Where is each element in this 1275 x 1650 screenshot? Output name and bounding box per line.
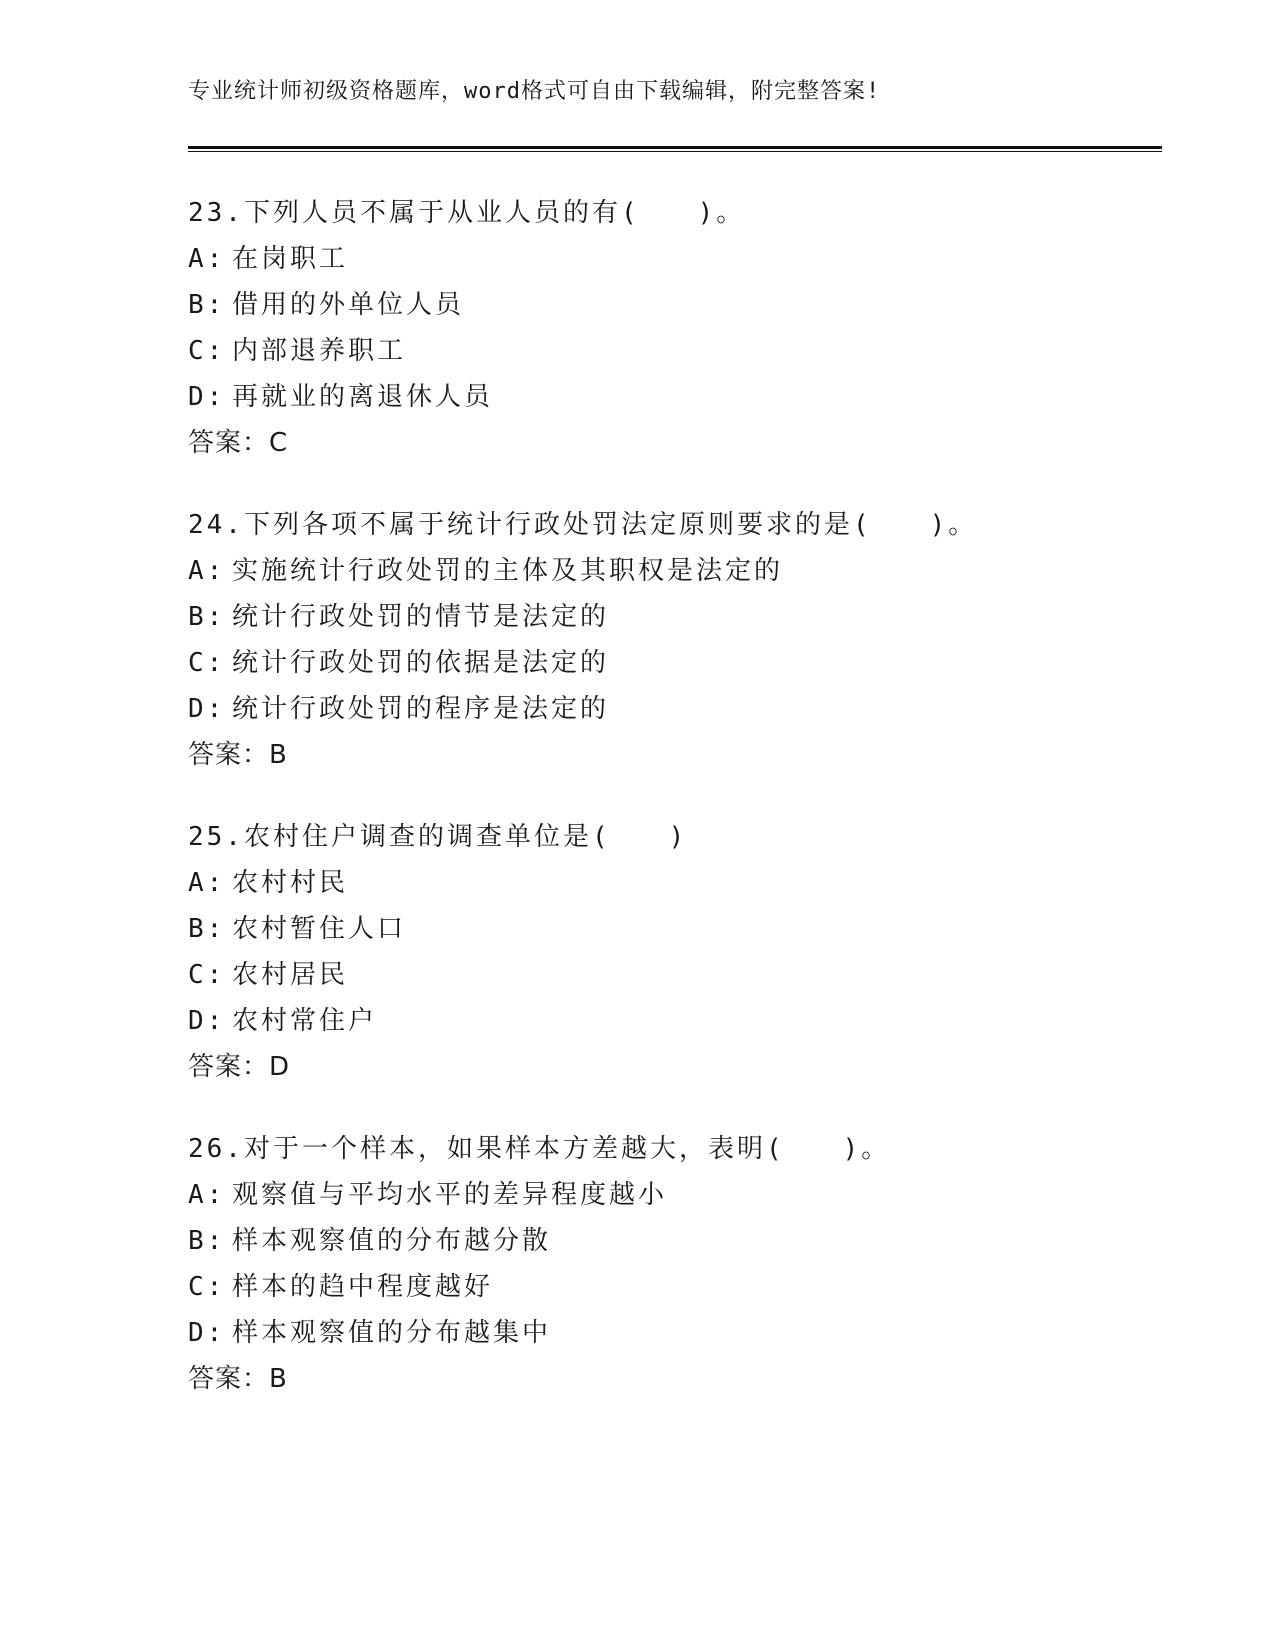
option-text: 借用的外单位人员 [232, 290, 465, 320]
option-text: 农村常住户 [232, 1006, 378, 1036]
option-d [188, 1310, 1148, 1356]
option-text: 样本观察值的分布越分散 [232, 1226, 552, 1256]
option-text: 统计行政处罚的情节是法定的 [232, 602, 610, 632]
page-header: 专业统计师初级资格题库，word格式可自由下载编辑，附完整答案! [188, 79, 881, 104]
option-key: A: [188, 556, 226, 586]
option-c [188, 640, 1148, 686]
option-key: C: [188, 336, 226, 366]
option-text: 再就业的离退休人员 [232, 382, 494, 412]
option-key: C: [188, 648, 226, 678]
option-key: B: [188, 914, 226, 944]
answer: 答案：B [188, 1364, 288, 1394]
option-text: 样本的趋中程度越好 [232, 1272, 494, 1302]
option-text: 农村村民 [232, 868, 349, 898]
option-text: 观察值与平均水平的差异程度越小 [232, 1180, 668, 1210]
question-stem: 26.对于一个样本，如果样本方差越大，表明( )。 [188, 1134, 891, 1164]
option-key: D: [188, 382, 226, 412]
option-b [188, 282, 1148, 328]
option-text: 农村暂住人口 [232, 914, 407, 944]
option-d [188, 998, 1148, 1044]
question-23 [188, 190, 1148, 466]
answer: 答案：B [188, 740, 288, 770]
header-divider-thick [188, 146, 1162, 149]
option-c [188, 328, 1148, 374]
option-key: B: [188, 602, 226, 632]
option-a [188, 236, 1148, 282]
option-text: 实施统计行政处罚的主体及其职权是法定的 [232, 556, 784, 586]
option-key: B: [188, 1226, 226, 1256]
option-text: 在岗职工 [232, 244, 349, 274]
answer: 答案：C [188, 428, 289, 458]
option-b [188, 594, 1148, 640]
option-a [188, 548, 1148, 594]
question-stem: 23.下列人员不属于从业人员的有( )。 [188, 198, 746, 228]
option-d [188, 374, 1148, 420]
option-d [188, 686, 1148, 732]
option-c [188, 952, 1148, 998]
option-b [188, 906, 1148, 952]
option-key: D: [188, 1006, 226, 1036]
option-a [188, 1172, 1148, 1218]
option-text: 样本观察值的分布越集中 [232, 1318, 552, 1348]
option-text: 统计行政处罚的程序是法定的 [232, 694, 610, 724]
option-key: C: [188, 960, 226, 990]
question-24 [188, 502, 1148, 778]
option-key: D: [188, 694, 226, 724]
question-stem: 25.农村住户调查的调查单位是( ) [188, 822, 688, 852]
question-26 [188, 1126, 1148, 1402]
option-key: D: [188, 1318, 226, 1348]
header-divider-thin [188, 151, 1162, 152]
option-a [188, 860, 1148, 906]
option-c [188, 1264, 1148, 1310]
option-key: C: [188, 1272, 226, 1302]
option-key: B: [188, 290, 226, 320]
answer: 答案：D [188, 1052, 291, 1082]
option-key: A: [188, 868, 226, 898]
question-25 [188, 814, 1148, 1090]
question-stem: 24.下列各项不属于统计行政处罚法定原则要求的是( )。 [188, 510, 978, 540]
option-text: 农村居民 [232, 960, 349, 990]
option-text: 内部退养职工 [232, 336, 407, 366]
option-key: A: [188, 244, 226, 274]
option-b [188, 1218, 1148, 1264]
option-text: 统计行政处罚的依据是法定的 [232, 648, 610, 678]
option-key: A: [188, 1180, 226, 1210]
